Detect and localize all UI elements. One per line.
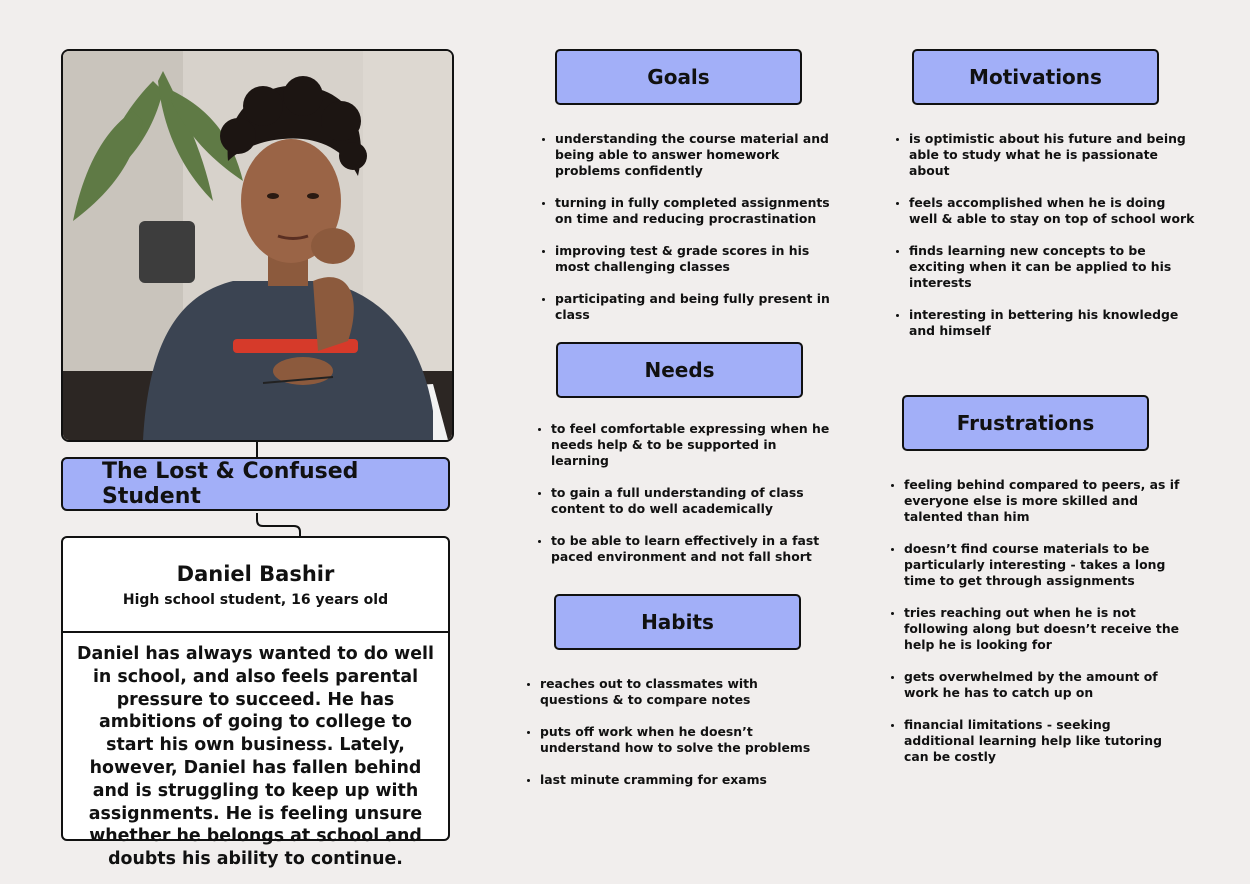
list-item: gets overwhelmed by the amount of work he has to catch up on	[891, 669, 1181, 701]
list-item: tries reaching out when he is not following along but doesn’t receive the help he is looking for	[891, 605, 1181, 653]
habits-heading	[554, 594, 801, 650]
list-item: financial limitations - seeking additional learning help like tutoring can be costly	[891, 717, 1181, 765]
motivations-heading-text: Motivations	[969, 65, 1102, 89]
motivations-heading	[912, 49, 1159, 105]
habits-list	[527, 676, 827, 804]
list-item: understanding the course material and being able to answer homework problems confidently	[542, 131, 842, 179]
persona-title	[61, 457, 450, 511]
persona-bio: Daniel has always wanted to do well in school, and also feels parental pressure to succeed. He has ambitions of going to college to start his own business. Lately, however, Daniel has fallen behind and is struggling to keep up with assignments. He is feeling unsure whether he belongs at school and doubts his ability to continue.	[77, 644, 434, 870]
list-item: improving test & grade scores in his most challenging classes	[542, 243, 842, 275]
list-item: to be able to learn effectively in a fast paced environment and not fall short	[538, 533, 834, 565]
list-item: finds learning new concepts to be exciting when it can be applied to his interests	[896, 243, 1196, 291]
needs-list	[538, 421, 834, 581]
persona-card-header	[63, 538, 448, 633]
list-item: reaches out to classmates with questions & to compare notes	[527, 676, 827, 708]
list-item: feeling behind compared to peers, as if everyone else is more skilled and talented than him	[891, 477, 1181, 525]
habits-heading-text: Habits	[641, 610, 714, 634]
persona-title-text: The Lost & Confused Student	[102, 459, 359, 509]
list-item: puts off work when he doesn’t understand how to solve the problems	[527, 724, 827, 756]
list-item: feels accomplished when he is doing well & able to stay on top of school work	[896, 195, 1196, 227]
goals-list	[542, 131, 842, 339]
frustrations-list	[891, 477, 1181, 781]
goals-heading-text: Goals	[647, 65, 710, 89]
list-item: is optimistic about his future and being able to study what he is passionate about	[896, 131, 1196, 179]
list-item: participating and being fully present in class	[542, 291, 842, 323]
persona-subtitle: High school student, 16 years old	[122, 591, 389, 608]
frustrations-heading-text: Frustrations	[956, 411, 1095, 435]
persona-card	[61, 536, 450, 870]
frustrations-heading	[902, 395, 1149, 451]
list-item: interesting in bettering his knowledge and himself	[896, 307, 1196, 339]
list-item: doesn’t find course materials to be particularly interesting - takes a long time to get through assignments	[891, 541, 1181, 589]
list-item: turning in fully completed assignments on time and reducing procrastination	[542, 195, 842, 227]
persona-name: Daniel Bashir	[176, 561, 335, 586]
motivations-list	[896, 131, 1196, 355]
list-item: to gain a full understanding of class content to do well academically	[538, 485, 834, 517]
list-item: last minute cramming for exams	[527, 772, 827, 788]
list-item: to feel comfortable expressing when he needs help & to be supported in learning	[538, 421, 834, 469]
goals-heading	[555, 49, 802, 105]
needs-heading	[556, 342, 803, 398]
needs-heading-text: Needs	[644, 358, 715, 382]
